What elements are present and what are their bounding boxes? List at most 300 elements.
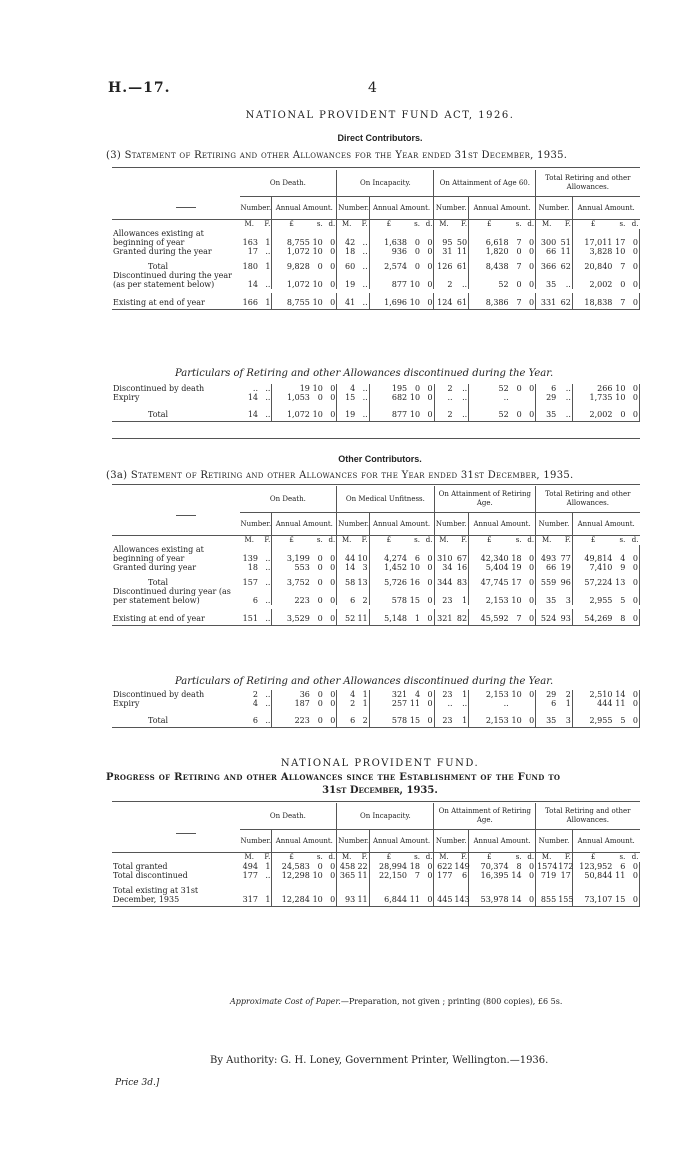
row-label: Discontinued during the year (as per statement below): [113, 271, 232, 289]
cell-value: 0: [523, 545, 536, 563]
cell-value: ..: [557, 402, 572, 422]
stub-head: [112, 803, 240, 830]
number-header: Number.: [536, 197, 573, 220]
cell-value: 35: [536, 708, 558, 728]
particulars-title: Particulars of Retiring and other Allowances discontinued during the Year.: [175, 368, 554, 379]
table-row: [112, 545, 640, 563]
unit-label: F.: [461, 220, 468, 228]
cell-value: 23: [434, 587, 453, 605]
cell-value: 35: [536, 587, 558, 605]
cell-value: 60: [337, 256, 356, 271]
cell-value: ..: [565, 393, 571, 402]
cell-value: 7: [414, 871, 420, 880]
table-top-rule: [112, 167, 640, 168]
cell-value: 0: [324, 563, 337, 572]
number-header: Number.: [337, 513, 369, 536]
progress-table: [112, 803, 640, 907]
row-label: Total: [148, 578, 169, 587]
stub-head: [112, 830, 240, 853]
table-row: [112, 256, 640, 271]
unit-label: M.: [244, 536, 254, 544]
cell-value: 0: [523, 563, 536, 572]
statement-title: [106, 150, 686, 161]
cell-value: 42: [337, 229, 356, 247]
cell-value: 3,752: [272, 572, 311, 587]
cell-value: 7: [620, 262, 626, 271]
cell-value: 95: [434, 229, 453, 247]
cell-value: 1,638: [369, 229, 408, 247]
cell-value: 31: [434, 247, 453, 256]
cell-value: 0: [421, 587, 434, 605]
unit-label: M.: [536, 853, 558, 863]
price: Price 3d.]: [115, 1078, 160, 1088]
cell-value: 1,696: [369, 293, 408, 310]
cell-value: ..: [356, 293, 369, 310]
fund-title: NATIONAL PROVIDENT FUND.: [280, 758, 480, 769]
cell-value: 10: [312, 247, 323, 256]
cell-value: 9: [620, 563, 626, 572]
cell-value: 3,199: [272, 545, 311, 563]
cell-value: 2: [362, 596, 368, 605]
unit-label: £: [369, 536, 408, 546]
unit-label: £: [272, 853, 311, 863]
cell-value: 0: [324, 271, 337, 289]
cell-value: 36: [272, 690, 311, 699]
progress-title-line2: 31st December, 1935.: [322, 785, 438, 796]
cell-value: 1,735: [572, 393, 613, 402]
cell-value: 0: [626, 384, 639, 393]
cell-value: 0: [626, 545, 639, 563]
cell-value: 0: [626, 247, 639, 256]
cell-value: 82: [453, 609, 468, 626]
cell-value: 0: [626, 871, 639, 880]
cell-value: ..: [265, 384, 271, 393]
cell-value: 6: [536, 384, 558, 393]
cell-value: 3: [557, 708, 572, 728]
cell-value: 2,510: [572, 690, 613, 699]
cell-value: 54,269: [572, 609, 613, 626]
table-row: [112, 384, 640, 393]
cell-value: 0: [421, 563, 434, 572]
cell-value: [523, 393, 536, 402]
cell-value: 6: [536, 699, 558, 708]
unit-label: s.: [316, 220, 323, 228]
cell-value: ..: [265, 871, 271, 880]
number-header: Number.: [536, 513, 573, 536]
cost-note: [230, 997, 562, 1006]
cell-value: 1: [461, 596, 468, 605]
cell-value: 524: [536, 609, 558, 626]
cell-value: 6,618: [469, 229, 510, 247]
row-label: Total granted: [113, 862, 168, 871]
cell-value: 70,374: [469, 862, 510, 871]
authority-line: By Authority: G. H. Loney, Government Printer, Wellington.—1936.: [210, 1055, 549, 1066]
cell-value: 0: [317, 554, 323, 563]
cell-value: 0: [523, 862, 536, 871]
cell-value: 300: [536, 229, 558, 247]
cell-value: 0: [523, 293, 536, 310]
unit-label: F.: [361, 853, 368, 861]
cell-value: 0: [311, 708, 324, 728]
unit-label: F.: [564, 536, 571, 544]
section-subtitle: Direct Contributors.: [337, 133, 423, 143]
cell-value: 13: [615, 578, 626, 587]
cell-value: 2: [565, 690, 571, 699]
cell-value: ..: [265, 393, 271, 402]
cell-value: 177: [242, 871, 258, 880]
cell-value: 445: [434, 880, 453, 907]
cell-value: 61: [456, 262, 468, 271]
unit-label: d.: [425, 220, 433, 228]
unit-label: £: [572, 220, 613, 230]
table-row: [112, 862, 640, 871]
cell-value: 17,011: [572, 229, 613, 247]
cell-value: 2,153: [469, 587, 510, 605]
statement-table: [112, 170, 640, 310]
cell-value: 49,814: [572, 545, 613, 563]
cell-value: 10: [615, 384, 626, 393]
cell-value: 8,386: [469, 293, 510, 310]
cell-value: 8: [516, 862, 522, 871]
cell-value: 6: [620, 862, 626, 871]
cell-value: 2,153: [469, 690, 510, 699]
cell-value: 223: [272, 708, 311, 728]
cell-value: 50,844: [572, 871, 613, 880]
cell-value: 17: [247, 247, 258, 256]
statement-table: [112, 486, 640, 626]
row-label: Expiry: [113, 393, 140, 402]
unit-label: d.: [328, 536, 336, 544]
unit-label: s.: [619, 853, 626, 861]
cell-value: 0: [421, 247, 434, 256]
cell-value: 0: [324, 293, 337, 310]
cell-value: 10: [510, 708, 523, 728]
cell-value: 66: [536, 247, 558, 256]
cell-value: 0: [626, 563, 639, 572]
cell-value: 2,574: [369, 256, 408, 271]
cell-value: 6: [240, 708, 259, 728]
cell-value: 8,438: [469, 256, 510, 271]
cell-value: 0: [523, 871, 536, 880]
cell-value: 28,994: [369, 862, 408, 871]
unit-label: F.: [461, 853, 468, 861]
amount-header: Annual Amount.: [469, 513, 536, 536]
cell-value: 331: [536, 293, 558, 310]
cell-value: 10: [615, 393, 626, 402]
cell-value: 24,583: [272, 862, 311, 871]
cell-value: 19: [511, 563, 522, 572]
row-label: Total existing at 31st December, 1935: [112, 880, 240, 907]
cell-value: 163: [242, 238, 258, 247]
cell-value: 0: [523, 708, 536, 728]
cell-value: 494: [242, 862, 258, 871]
cell-value: 0: [324, 699, 337, 708]
number-header: Number.: [434, 513, 469, 536]
cell-value: ..: [565, 384, 571, 393]
group-header: On Incapacity.: [337, 803, 434, 830]
unit-label: F.: [361, 220, 368, 228]
cell-value: 1,072: [272, 402, 311, 422]
cell-value: 11: [615, 699, 626, 708]
page-header: [108, 80, 660, 96]
page-number: 4: [368, 80, 377, 96]
cell-value: 18: [337, 247, 356, 256]
cell-value: 317: [240, 880, 259, 907]
cell-value: 151: [240, 609, 259, 626]
cell-value: 10: [408, 402, 421, 422]
cell-value: 0: [421, 609, 434, 626]
group-header: On Attainment of Age 60.: [434, 170, 536, 197]
amount-header: Annual Amount.: [369, 513, 434, 536]
table-row: [112, 402, 640, 422]
cell-value: ..: [462, 384, 468, 393]
statement-text: Statement of Retiring and other Allowances for the Year ended 31st December, 1935.: [130, 470, 574, 481]
cell-value: 6: [414, 554, 420, 563]
cell-value: 0: [626, 402, 639, 422]
cell-value: 936: [369, 247, 408, 256]
cell-value: 11: [356, 880, 369, 907]
cell-value: 3: [565, 596, 571, 605]
unit-label: d.: [425, 536, 433, 544]
cell-value: 1: [265, 238, 271, 247]
unit-label: d.: [631, 220, 639, 228]
statement-prefix: (3): [106, 150, 122, 161]
cell-value: 177: [434, 871, 453, 880]
statement-prefix: (3a): [106, 470, 128, 481]
cell-value: 0: [324, 587, 337, 605]
unit-label: s.: [619, 220, 626, 228]
cell-value: 44: [337, 545, 356, 563]
number-header: Number.: [240, 513, 272, 536]
cell-value: ..: [265, 280, 271, 289]
cell-value: 124: [434, 293, 453, 310]
cell-value: ..: [434, 393, 453, 402]
cell-value: 5,726: [369, 572, 408, 587]
cell-value: 66: [536, 563, 558, 572]
cell-value: 0: [523, 256, 536, 271]
unit-label: £: [369, 220, 408, 230]
cell-value: 57,224: [572, 572, 613, 587]
unit-label: d.: [631, 853, 639, 861]
cell-value: 6: [252, 596, 258, 605]
cell-value: 187: [272, 699, 311, 708]
row-label: Allowances existing at beginning of year: [113, 545, 204, 563]
unit-label: £: [572, 853, 613, 863]
cell-value: 17: [615, 238, 626, 247]
cell-value: 0: [421, 880, 434, 907]
cell-value: 0: [523, 690, 536, 699]
unit-label: M.: [244, 220, 254, 228]
cell-value: 2,955: [572, 708, 613, 728]
cell-value: 11: [560, 247, 571, 256]
amount-header: Annual Amount.: [369, 197, 434, 220]
cell-value: 0: [421, 256, 434, 271]
cell-value: 123,952: [572, 862, 613, 871]
cell-value: 52: [469, 402, 510, 422]
cell-value: 10: [511, 690, 522, 699]
cell-value: 3: [362, 563, 368, 572]
cell-value: ..: [469, 699, 510, 708]
cell-value: 67: [456, 554, 468, 563]
cell-value: 0: [421, 871, 434, 880]
cell-value: 18: [511, 554, 522, 563]
unit-label: d.: [425, 853, 433, 861]
cell-value: 20,840: [572, 256, 613, 271]
cell-value: 2: [252, 690, 258, 699]
cell-value: 0: [421, 699, 434, 708]
cell-value: 19: [337, 271, 356, 289]
table-top-rule: [112, 801, 640, 802]
cell-value: 58: [337, 572, 356, 587]
cell-value: 7: [510, 293, 523, 310]
cell-value: 11: [409, 699, 421, 708]
cell-value: 19: [337, 402, 356, 422]
stub-unit: [112, 536, 240, 546]
cell-value: ..: [356, 402, 369, 422]
stub-unit: [112, 220, 240, 230]
row-label: Expiry: [113, 699, 140, 708]
cell-value: 578: [369, 587, 408, 605]
cell-value: 0: [620, 280, 626, 289]
cell-value: 18,838: [572, 293, 613, 310]
cell-value: 5,148: [369, 609, 408, 626]
cell-value: 0: [626, 572, 639, 587]
stub-head: [112, 486, 240, 513]
number-header: Number.: [240, 197, 272, 220]
unit-label: F.: [564, 220, 571, 228]
stub-head: [112, 513, 240, 536]
table-row: [112, 572, 640, 587]
cell-value: 1,053: [272, 393, 311, 402]
group-header: Total Retiring and other Allowances.: [536, 486, 640, 513]
cell-value: 10: [311, 402, 324, 422]
cell-value: 5: [620, 596, 626, 605]
amount-header: Annual Amount.: [469, 197, 536, 220]
cell-value: 223: [272, 587, 311, 605]
cell-value: 1: [265, 862, 271, 871]
cell-value: 10: [615, 247, 626, 256]
cell-value: 0: [421, 229, 434, 247]
cell-value: 0: [523, 609, 536, 626]
cell-value: 0: [324, 256, 337, 271]
stub-head: [112, 197, 240, 220]
cell-value: 6: [461, 871, 468, 880]
progress-title-line1: Progress of Retiring and other Allowances since the Establishment of the Fund to: [106, 772, 561, 783]
particulars-title: Particulars of Retiring and other Allowances discontinued during the Year.: [175, 676, 554, 687]
cell-value: 0: [626, 699, 639, 708]
group-header: Total Retiring and other Allowances.: [536, 803, 640, 830]
cell-value: 0: [626, 690, 639, 699]
cell-value: 4: [620, 554, 626, 563]
act-title: NATIONAL PROVIDENT FUND ACT, 1926.: [245, 110, 515, 121]
cell-value: ..: [362, 280, 368, 289]
cell-value: 1: [265, 262, 271, 271]
cell-value: 1: [259, 293, 272, 310]
unit-label: s.: [515, 853, 522, 861]
cell-value: 155: [557, 880, 572, 907]
row-label: Discontinued by death: [113, 384, 205, 393]
cell-value: 855: [536, 880, 558, 907]
row-label: Granted during year: [113, 563, 197, 572]
cell-value: 2,002: [572, 402, 613, 422]
cell-value: 10: [311, 293, 324, 310]
cell-value: ..: [362, 384, 368, 393]
cell-value: 0: [523, 572, 536, 587]
unit-label: d.: [328, 853, 336, 861]
group-header: On Death.: [240, 170, 337, 197]
cell-value: 0: [523, 880, 536, 907]
cell-value: 11: [357, 871, 368, 880]
cell-value: 180: [242, 262, 258, 271]
table-row: [112, 271, 640, 289]
cell-value: 2: [337, 699, 356, 708]
cell-value: 0: [317, 699, 323, 708]
cell-value: 35: [536, 271, 558, 289]
cell-value: 1,072: [272, 271, 311, 289]
unit-label: d.: [328, 220, 336, 228]
table-row: [112, 708, 640, 728]
table-top-rule: [112, 484, 640, 485]
cell-value: 22,150: [369, 871, 408, 880]
cell-value: 9,828: [272, 256, 311, 271]
cell-value: 0: [421, 393, 434, 402]
cell-value: 157: [242, 578, 258, 587]
cell-value: 0: [324, 871, 337, 880]
cell-value: 310: [434, 545, 453, 563]
amount-header: Annual Amount.: [572, 197, 639, 220]
table-row: [112, 880, 640, 907]
cell-value: 1: [454, 708, 469, 728]
table-row: [112, 587, 640, 605]
row-label: Total: [148, 262, 169, 271]
unit-label: F.: [361, 536, 368, 544]
cell-value: 0: [626, 271, 639, 289]
cell-value: ..: [461, 280, 468, 289]
cell-value: 344: [434, 572, 453, 587]
cell-value: 321: [369, 690, 408, 699]
cell-value: 77: [560, 554, 571, 563]
cell-value: 16,395: [469, 871, 510, 880]
cell-value: 15: [613, 880, 626, 907]
cell-value: 365: [337, 871, 356, 880]
cell-value: 0: [510, 402, 523, 422]
cell-value: 172: [558, 862, 574, 871]
cell-value: 0: [414, 262, 420, 271]
row-label: Discontinued during year (as per statement below): [113, 587, 231, 605]
cell-value: 4: [415, 690, 421, 699]
cell-value: 0: [421, 384, 434, 393]
unit-label: F.: [564, 853, 571, 861]
cell-value: 7: [613, 293, 626, 310]
cell-value: 877: [369, 402, 408, 422]
unit-label: M.: [434, 536, 453, 546]
cell-value: 0: [421, 708, 434, 728]
cell-value: 93: [337, 880, 356, 907]
cell-value: 1: [565, 699, 571, 708]
cell-value: 166: [240, 293, 259, 310]
cell-value: 2: [434, 384, 453, 393]
cell-value: 0: [317, 262, 323, 271]
cell-value: 8,755: [272, 229, 311, 247]
unit-label: s.: [414, 853, 420, 861]
unit-label: £: [272, 220, 311, 230]
unit-label: £: [272, 536, 311, 546]
unit-label: s.: [515, 536, 522, 544]
stub-unit: [112, 853, 240, 863]
cell-value: 11: [456, 247, 468, 256]
unit-label: M.: [244, 853, 254, 861]
cell-value: 0: [324, 247, 337, 256]
